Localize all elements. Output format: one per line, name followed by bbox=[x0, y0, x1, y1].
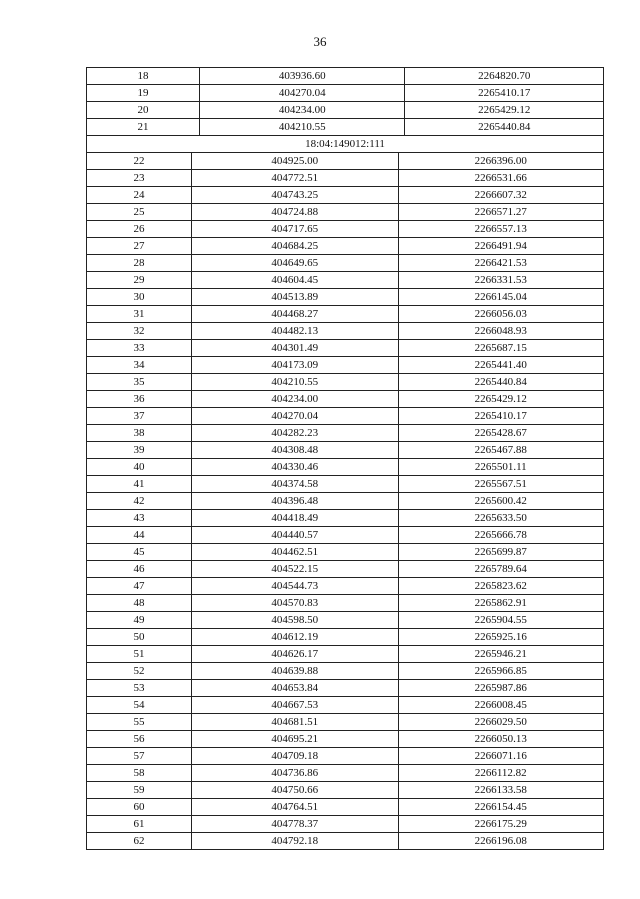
table-row bbox=[87, 799, 604, 816]
x-coordinate-cell: 404612.19 bbox=[192, 629, 398, 646]
x-coordinate-cell: 404792.18 bbox=[192, 833, 398, 850]
table-row bbox=[87, 680, 604, 697]
table-row bbox=[87, 663, 604, 680]
point-number-cell: 58 bbox=[87, 765, 192, 782]
table-row bbox=[87, 493, 604, 510]
x-coordinate-cell: 404544.73 bbox=[192, 578, 398, 595]
table-row bbox=[87, 272, 604, 289]
table-row bbox=[87, 714, 604, 731]
x-coordinate-cell: 404743.25 bbox=[192, 187, 398, 204]
x-coordinate-cell: 404330.46 bbox=[192, 459, 398, 476]
y-coordinate-cell: 2266050.13 bbox=[398, 731, 604, 748]
table-row bbox=[87, 544, 604, 561]
x-coordinate-cell: 404301.49 bbox=[192, 340, 398, 357]
point-number-cell: 56 bbox=[87, 731, 192, 748]
table-row bbox=[87, 646, 604, 663]
table-row bbox=[87, 425, 604, 442]
point-number-cell: 38 bbox=[87, 425, 192, 442]
y-coordinate-cell: 2266571.27 bbox=[398, 204, 604, 221]
y-coordinate-cell: 2265666.78 bbox=[398, 527, 604, 544]
y-coordinate-cell: 2266607.32 bbox=[398, 187, 604, 204]
table-row bbox=[87, 459, 604, 476]
y-coordinate-cell: 2266008.45 bbox=[398, 697, 604, 714]
point-number-cell: 45 bbox=[87, 544, 192, 561]
point-number-cell: 48 bbox=[87, 595, 192, 612]
point-number-cell: 35 bbox=[87, 374, 192, 391]
x-coordinate-cell: 404764.51 bbox=[192, 799, 398, 816]
point-number-cell: 31 bbox=[87, 306, 192, 323]
page-number: 36 bbox=[313, 34, 327, 49]
point-number-cell: 43 bbox=[87, 510, 192, 527]
point-number-cell: 27 bbox=[87, 238, 192, 255]
table-row bbox=[87, 748, 604, 765]
point-number-cell: 20 bbox=[87, 102, 200, 119]
x-coordinate-cell: 404418.49 bbox=[192, 510, 398, 527]
y-coordinate-cell: 2266029.50 bbox=[398, 714, 604, 731]
point-number-cell: 47 bbox=[87, 578, 192, 595]
point-number-cell: 24 bbox=[87, 187, 192, 204]
table-row bbox=[87, 374, 604, 391]
point-number-cell: 36 bbox=[87, 391, 192, 408]
table-row bbox=[87, 731, 604, 748]
y-coordinate-cell: 2265699.87 bbox=[398, 544, 604, 561]
table-row bbox=[87, 391, 604, 408]
x-coordinate-cell: 403936.60 bbox=[200, 68, 405, 85]
y-coordinate-cell: 2265823.62 bbox=[398, 578, 604, 595]
table-row bbox=[87, 833, 604, 850]
point-number-cell: 62 bbox=[87, 833, 192, 850]
x-coordinate-cell: 404468.27 bbox=[192, 306, 398, 323]
table-row bbox=[87, 221, 604, 238]
y-coordinate-cell: 2266133.58 bbox=[398, 782, 604, 799]
y-coordinate-cell: 2266557.13 bbox=[398, 221, 604, 238]
point-number-cell: 53 bbox=[87, 680, 192, 697]
point-number-cell: 55 bbox=[87, 714, 192, 731]
y-coordinate-cell: 2265987.86 bbox=[398, 680, 604, 697]
y-coordinate-cell: 2265440.84 bbox=[398, 374, 604, 391]
table-row bbox=[87, 85, 604, 102]
y-coordinate-cell: 2265410.17 bbox=[405, 85, 604, 102]
point-number-cell: 29 bbox=[87, 272, 192, 289]
x-coordinate-cell: 404626.17 bbox=[192, 646, 398, 663]
y-coordinate-cell: 2265904.55 bbox=[398, 612, 604, 629]
x-coordinate-cell: 404173.09 bbox=[192, 357, 398, 374]
point-number-cell: 59 bbox=[87, 782, 192, 799]
x-coordinate-cell: 404724.88 bbox=[192, 204, 398, 221]
point-number-cell: 61 bbox=[87, 816, 192, 833]
table-row bbox=[87, 357, 604, 374]
y-coordinate-cell: 2266056.03 bbox=[398, 306, 604, 323]
table-row bbox=[87, 527, 604, 544]
point-number-cell: 50 bbox=[87, 629, 192, 646]
point-number-cell: 22 bbox=[87, 153, 192, 170]
table-row bbox=[87, 629, 604, 646]
x-coordinate-cell: 404681.51 bbox=[192, 714, 398, 731]
table-row bbox=[87, 289, 604, 306]
table-row bbox=[87, 170, 604, 187]
point-number-cell: 49 bbox=[87, 612, 192, 629]
table-row bbox=[87, 595, 604, 612]
point-number-cell: 23 bbox=[87, 170, 192, 187]
x-coordinate-cell: 404598.50 bbox=[192, 612, 398, 629]
point-number-cell: 57 bbox=[87, 748, 192, 765]
y-coordinate-cell: 2265789.64 bbox=[398, 561, 604, 578]
point-number-cell: 32 bbox=[87, 323, 192, 340]
y-coordinate-cell: 2264820.70 bbox=[405, 68, 604, 85]
y-coordinate-cell: 2266145.04 bbox=[398, 289, 604, 306]
y-coordinate-cell: 2266396.00 bbox=[398, 153, 604, 170]
table-row bbox=[87, 476, 604, 493]
x-coordinate-cell: 404695.21 bbox=[192, 731, 398, 748]
x-coordinate-cell: 404513.89 bbox=[192, 289, 398, 306]
x-coordinate-cell: 404234.00 bbox=[192, 391, 398, 408]
point-number-cell: 51 bbox=[87, 646, 192, 663]
table-row bbox=[87, 187, 604, 204]
x-coordinate-cell: 404234.00 bbox=[200, 102, 405, 119]
x-coordinate-cell: 404210.55 bbox=[200, 119, 405, 136]
table-row bbox=[87, 442, 604, 459]
coordinates-table-lower bbox=[86, 152, 604, 850]
x-coordinate-cell: 404270.04 bbox=[200, 85, 405, 102]
x-coordinate-cell: 404210.55 bbox=[192, 374, 398, 391]
x-coordinate-cell: 404522.15 bbox=[192, 561, 398, 578]
x-coordinate-cell: 404270.04 bbox=[192, 408, 398, 425]
x-coordinate-cell: 404925.00 bbox=[192, 153, 398, 170]
point-number-cell: 41 bbox=[87, 476, 192, 493]
table-row bbox=[87, 816, 604, 833]
x-coordinate-cell: 404482.13 bbox=[192, 323, 398, 340]
x-coordinate-cell: 404462.51 bbox=[192, 544, 398, 561]
x-coordinate-cell: 404736.86 bbox=[192, 765, 398, 782]
point-number-cell: 18 bbox=[87, 68, 200, 85]
x-coordinate-cell: 404667.53 bbox=[192, 697, 398, 714]
y-coordinate-cell: 2266071.16 bbox=[398, 748, 604, 765]
y-coordinate-cell: 2265633.50 bbox=[398, 510, 604, 527]
y-coordinate-cell: 2266048.93 bbox=[398, 323, 604, 340]
y-coordinate-cell: 2266331.53 bbox=[398, 272, 604, 289]
table-row bbox=[87, 102, 604, 119]
point-number-cell: 37 bbox=[87, 408, 192, 425]
x-coordinate-cell: 404684.25 bbox=[192, 238, 398, 255]
table-row bbox=[87, 782, 604, 799]
x-coordinate-cell: 404570.83 bbox=[192, 595, 398, 612]
table-row bbox=[87, 306, 604, 323]
point-number-cell: 54 bbox=[87, 697, 192, 714]
point-number-cell: 42 bbox=[87, 493, 192, 510]
y-coordinate-cell: 2266421.53 bbox=[398, 255, 604, 272]
y-coordinate-cell: 2265925.16 bbox=[398, 629, 604, 646]
point-number-cell: 60 bbox=[87, 799, 192, 816]
point-number-cell: 34 bbox=[87, 357, 192, 374]
point-number-cell: 44 bbox=[87, 527, 192, 544]
coordinates-table-upper bbox=[86, 67, 604, 153]
y-coordinate-cell: 2266531.66 bbox=[398, 170, 604, 187]
y-coordinate-cell: 2265467.88 bbox=[398, 442, 604, 459]
y-coordinate-cell: 2265428.67 bbox=[398, 425, 604, 442]
x-coordinate-cell: 404282.23 bbox=[192, 425, 398, 442]
table-row bbox=[87, 765, 604, 782]
y-coordinate-cell: 2266491.94 bbox=[398, 238, 604, 255]
point-number-cell: 21 bbox=[87, 119, 200, 136]
y-coordinate-cell: 2265429.12 bbox=[398, 391, 604, 408]
y-coordinate-cell: 2265966.85 bbox=[398, 663, 604, 680]
table-row bbox=[87, 255, 604, 272]
y-coordinate-cell: 2266154.45 bbox=[398, 799, 604, 816]
table-row bbox=[87, 697, 604, 714]
table-row bbox=[87, 340, 604, 357]
point-number-cell: 39 bbox=[87, 442, 192, 459]
point-number-cell: 28 bbox=[87, 255, 192, 272]
point-number-cell: 52 bbox=[87, 663, 192, 680]
point-number-cell: 19 bbox=[87, 85, 200, 102]
x-coordinate-cell: 404772.51 bbox=[192, 170, 398, 187]
x-coordinate-cell: 404639.88 bbox=[192, 663, 398, 680]
x-coordinate-cell: 404778.37 bbox=[192, 816, 398, 833]
y-coordinate-cell: 2265410.17 bbox=[398, 408, 604, 425]
point-number-cell: 30 bbox=[87, 289, 192, 306]
y-coordinate-cell: 2265687.15 bbox=[398, 340, 604, 357]
x-coordinate-cell: 404709.18 bbox=[192, 748, 398, 765]
point-number-cell: 46 bbox=[87, 561, 192, 578]
y-coordinate-cell: 2266196.08 bbox=[398, 833, 604, 850]
y-coordinate-cell: 2266175.29 bbox=[398, 816, 604, 833]
y-coordinate-cell: 2265429.12 bbox=[405, 102, 604, 119]
y-coordinate-cell: 2265501.11 bbox=[398, 459, 604, 476]
point-number-cell: 40 bbox=[87, 459, 192, 476]
table-row bbox=[87, 68, 604, 85]
table-row bbox=[87, 153, 604, 170]
y-coordinate-cell: 2265600.42 bbox=[398, 493, 604, 510]
y-coordinate-cell: 2265567.51 bbox=[398, 476, 604, 493]
x-coordinate-cell: 404750.66 bbox=[192, 782, 398, 799]
x-coordinate-cell: 404653.84 bbox=[192, 680, 398, 697]
x-coordinate-cell: 404374.58 bbox=[192, 476, 398, 493]
table-row bbox=[87, 408, 604, 425]
y-coordinate-cell: 2265441.40 bbox=[398, 357, 604, 374]
point-number-cell: 26 bbox=[87, 221, 192, 238]
cadastral-number-label: 18:04:149012:111 bbox=[87, 136, 604, 153]
y-coordinate-cell: 2266112.82 bbox=[398, 765, 604, 782]
y-coordinate-cell: 2265440.84 bbox=[405, 119, 604, 136]
x-coordinate-cell: 404308.48 bbox=[192, 442, 398, 459]
table-row bbox=[87, 238, 604, 255]
y-coordinate-cell: 2265862.91 bbox=[398, 595, 604, 612]
table-row bbox=[87, 561, 604, 578]
table-row bbox=[87, 119, 604, 136]
y-coordinate-cell: 2265946.21 bbox=[398, 646, 604, 663]
table-row bbox=[87, 612, 604, 629]
x-coordinate-cell: 404396.48 bbox=[192, 493, 398, 510]
section-row bbox=[87, 136, 604, 153]
table-row bbox=[87, 204, 604, 221]
table-row bbox=[87, 510, 604, 527]
x-coordinate-cell: 404440.57 bbox=[192, 527, 398, 544]
table-row bbox=[87, 323, 604, 340]
x-coordinate-cell: 404604.45 bbox=[192, 272, 398, 289]
x-coordinate-cell: 404649.65 bbox=[192, 255, 398, 272]
x-coordinate-cell: 404717.65 bbox=[192, 221, 398, 238]
table-row bbox=[87, 578, 604, 595]
point-number-cell: 33 bbox=[87, 340, 192, 357]
point-number-cell: 25 bbox=[87, 204, 192, 221]
